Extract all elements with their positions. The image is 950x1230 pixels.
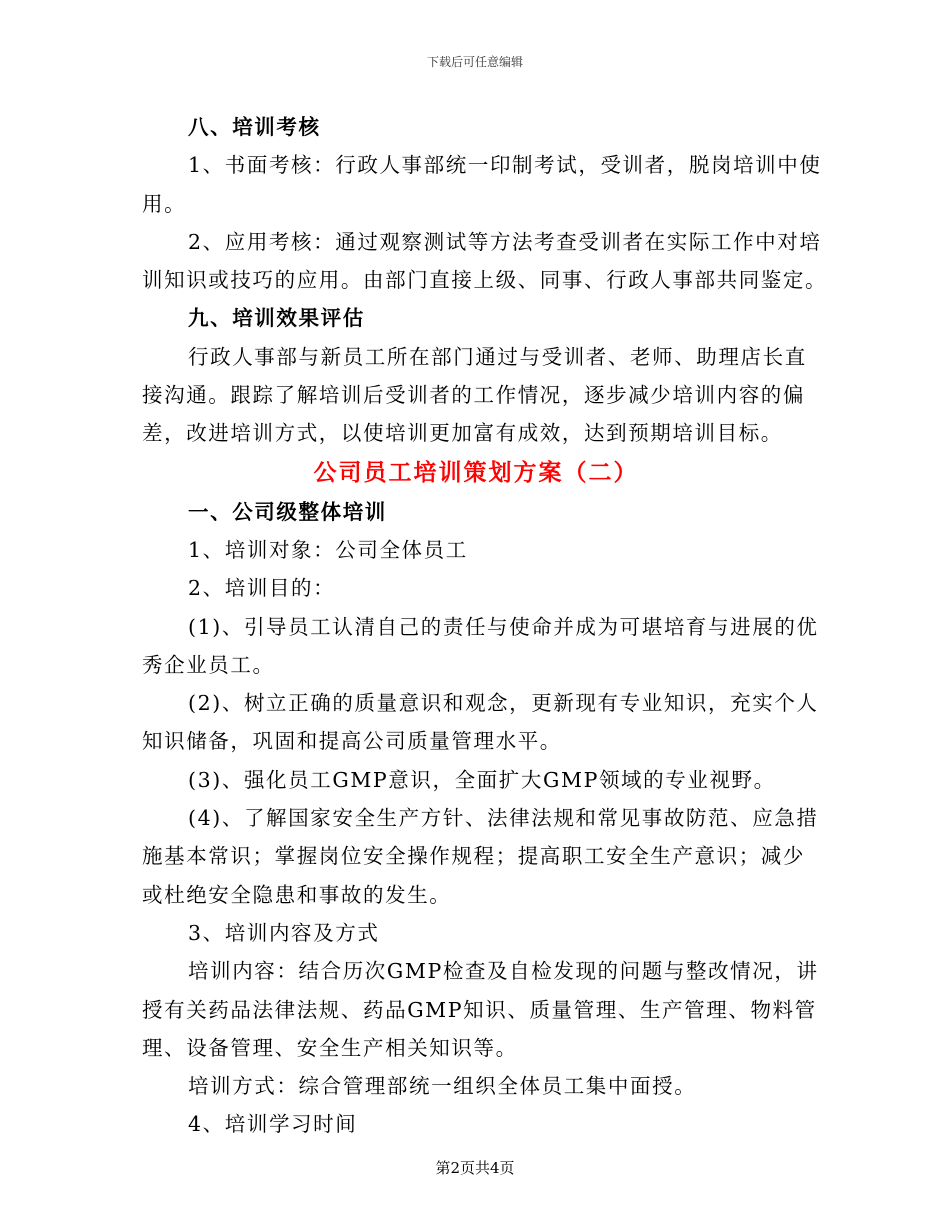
paragraph-line: 培训方式：综合管理部统一组织全体员工集中面授。	[188, 1074, 697, 1099]
paragraph-line: 秀企业员工。	[142, 652, 275, 677]
paragraph-line: 1、书面考核：行政人事部统一印制考试，受训者，脱岗培训中使	[188, 153, 822, 178]
paragraph-line: 2、应用考核：通过观察测试等方法考查受训者在实际工作中对培	[188, 229, 822, 254]
paragraph-line: 知识储备，巩固和提高公司质量管理水平。	[142, 729, 562, 754]
paragraph-line: 4、培训学习时间	[188, 1112, 358, 1137]
paragraph-line: (1)、引导员工认清自己的责任与使命并成为可堪培育与进展的优	[188, 614, 819, 639]
paragraph-line: 训知识或技巧的应用。由部门直接上级、同事、行政人事部共同鉴定。	[142, 268, 828, 293]
section-title: 公司员工培训策划方案（二）	[313, 458, 639, 486]
paragraph-line: (3)、强化员工GMP意识，全面扩大GMP领域的专业视野。	[188, 767, 776, 792]
paragraph-line: 用。	[142, 191, 187, 216]
page-number: 第2页共4页	[435, 1159, 515, 1177]
paragraph-line: 差，改进培训方式，以使培训更加富有成效，达到预期培训目标。	[142, 421, 783, 446]
paragraph-line: 施基本常识；掌握岗位安全操作规程；提高职工安全生产意识；减少	[142, 844, 805, 869]
paragraph-line: (4)、了解国家安全生产方针、法律法规和常见事故防范、应急措	[188, 806, 819, 831]
paragraph-line: (2)、树立正确的质量意识和观念，更新现有专业知识，充实个人	[188, 691, 819, 716]
section-heading: 九、培训效果评估	[188, 306, 365, 331]
paragraph-line: 1、培训对象：公司全体员工	[188, 537, 468, 562]
paragraph-line: 培训内容：结合历次GMP检查及自检发现的问题与整改情况，讲	[188, 959, 819, 984]
paragraph-line: 2、培训目的：	[188, 576, 336, 601]
paragraph-line: 理、设备管理、安全生产相关知识等。	[142, 1035, 518, 1060]
section-heading: 八、培训考核	[188, 115, 321, 139]
document-body	[142, 108, 828, 1144]
paragraph-line: 行政人事部与新员工所在部门通过与受训者、老师、助理店长直	[188, 344, 807, 369]
paragraph-line: 接沟通。跟踪了解培训后受训者的工作情况，逐步减少培训内容的偏	[142, 383, 805, 408]
paragraph-line: 3、培训内容及方式	[188, 920, 380, 945]
header-note: 下载后可任意编辑	[426, 55, 523, 69]
paragraph-line: 或杜绝安全隐患和事故的发生。	[142, 882, 452, 907]
paragraph-line: 授有关药品法律法规、药品GMP知识、质量管理、生产管理、物料管	[142, 997, 817, 1022]
section-heading: 一、公司级整体培训	[188, 499, 387, 524]
